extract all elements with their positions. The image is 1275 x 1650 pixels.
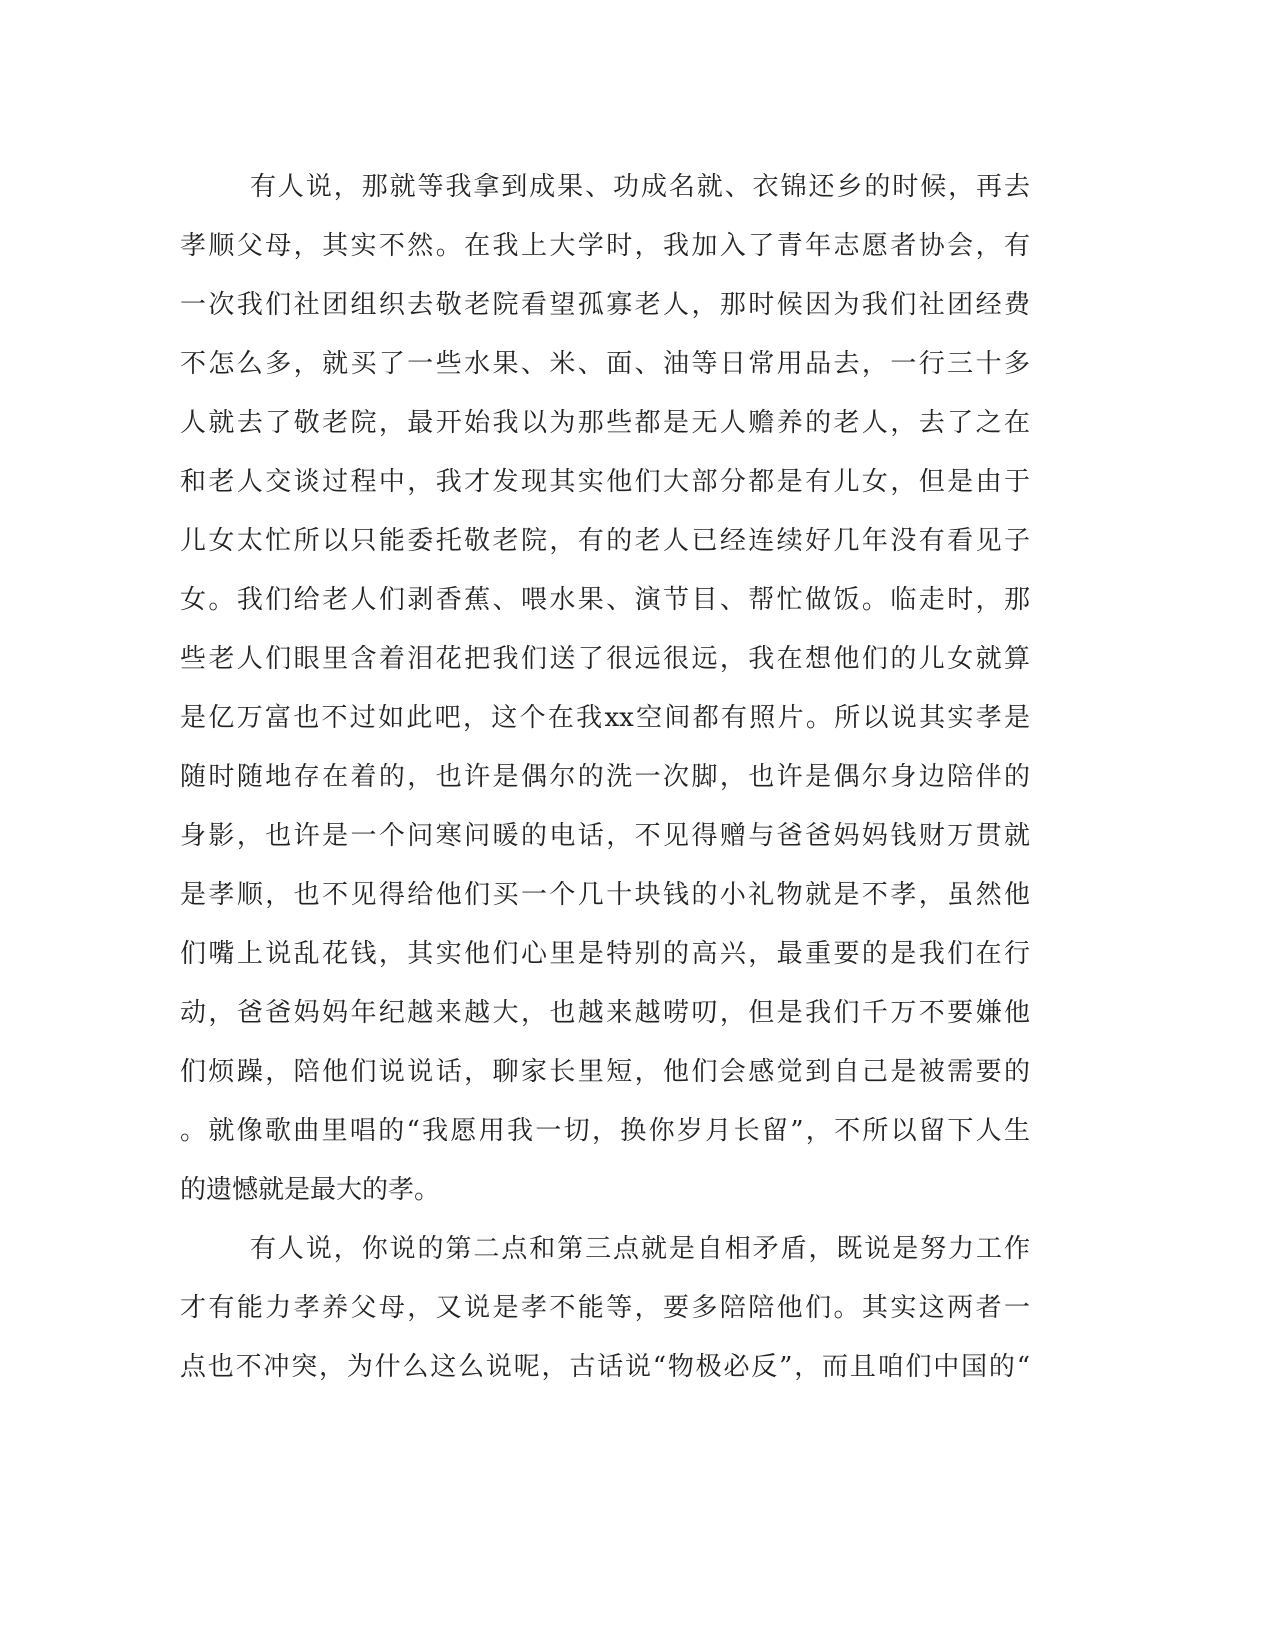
text-line: 点也不冲突，为什么这么说呢，古话说“物极必反”，而且咱们中国的“ xyxy=(180,1352,1030,1382)
text-line: 人就去了敬老院，最开始我以为那些都是无人赡养的老人，去了之在 xyxy=(180,408,1030,438)
text-line: 孝顺父母，其实不然。在我上大学时，我加入了青年志愿者协会，有 xyxy=(180,231,1030,261)
text-line: 。就像歌曲里唱的“我愿用我一切，换你岁月长留”，不所以留下人生 xyxy=(180,1116,1030,1146)
text-line: 是孝顺，也不见得给他们买一个几十块钱的小礼物就是不孝，虽然他 xyxy=(180,880,1030,910)
text-line: 的遗憾就是最大的孝。 xyxy=(180,1175,441,1205)
text-line: 女。我们给老人们剥香蕉、喂水果、演节目、帮忙做饭。临走时，那 xyxy=(180,585,1030,615)
paragraph xyxy=(180,1220,1030,1397)
text-line: 随时随地存在着的，也许是偶尔的洗一次脚，也许是偶尔身边陪伴的 xyxy=(180,762,1030,792)
text-line: 们嘴上说乱花钱，其实他们心里是特别的高兴，最重要的是我们在行 xyxy=(180,939,1030,969)
text-line: 一次我们社团组织去敬老院看望孤寡老人，那时候因为我们社团经费 xyxy=(180,290,1030,320)
text-line: 有人说，那就等我拿到成果、功成名就、衣锦还乡的时候，再去 xyxy=(250,172,1030,202)
text-line: 是亿万富也不过如此吧，这个在我xx空间都有照片。所以说其实孝是 xyxy=(180,703,1030,733)
text-line: 些老人们眼里含着泪花把我们送了很远很远，我在想他们的儿女就算 xyxy=(180,644,1030,674)
text-line: 才有能力孝养父母，又说是孝不能等，要多陪陪他们。其实这两者一 xyxy=(180,1293,1030,1323)
text-line: 们烦躁，陪他们说说话，聊家长里短，他们会感觉到自己是被需要的 xyxy=(180,1057,1030,1087)
text-line: 身影，也许是一个问寒问暖的电话，不见得赠与爸爸妈妈钱财万贯就 xyxy=(180,821,1030,851)
text-line: 不怎么多，就买了一些水果、米、面、油等日常用品去，一行三十多 xyxy=(180,349,1030,379)
paragraph xyxy=(180,158,1030,1220)
text-line: 儿女太忙所以只能委托敬老院，有的老人已经连续好几年没有看见子 xyxy=(180,526,1030,556)
text-line: 和老人交谈过程中，我才发现其实他们大部分都是有儿女，但是由于 xyxy=(180,467,1030,497)
text-line: 有人说，你说的第二点和第三点就是自相矛盾，既说是努力工作 xyxy=(250,1234,1030,1264)
document-body xyxy=(180,158,1030,1397)
text-line: 动，爸爸妈妈年纪越来越大，也越来越唠叨，但是我们千万不要嫌他 xyxy=(180,998,1030,1028)
